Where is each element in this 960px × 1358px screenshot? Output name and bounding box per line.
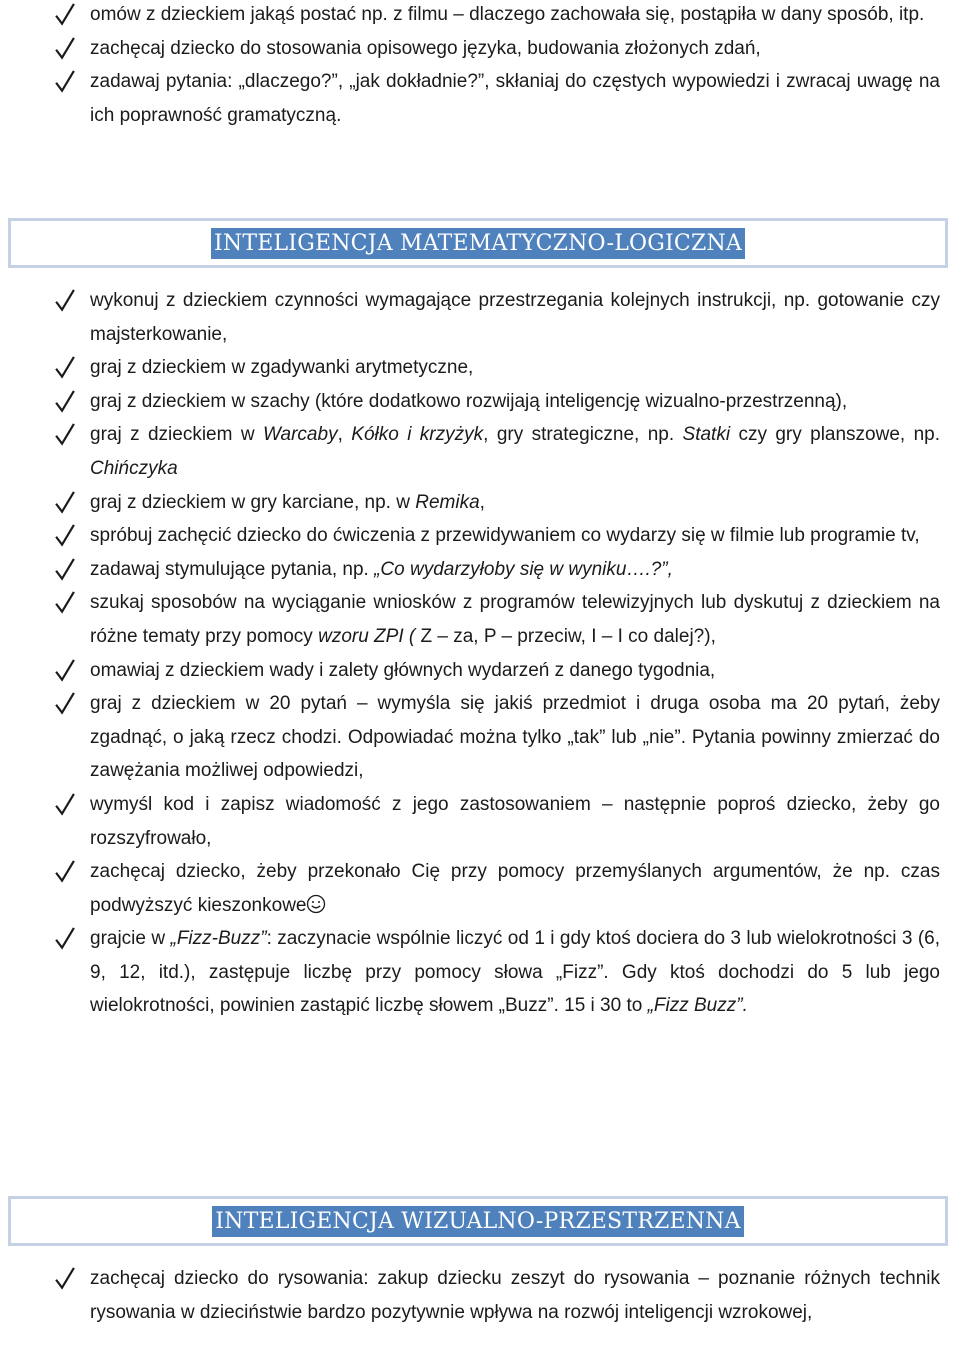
text-segment: , — [479, 491, 485, 513]
section-heading-text: INTELIGENCJA MATEMATYCZNO-LOGICZNA — [211, 228, 745, 259]
list-item — [0, 687, 960, 788]
list-item-text — [90, 492, 485, 513]
list-item — [0, 385, 960, 419]
text-segment: wykonuj z dzieckiem czynności wymagające przestrzegania kolejnych instrukcji, np. gotowanie czy majsterkowanie, — [90, 290, 940, 345]
italic-text: Chińczyka — [90, 457, 178, 479]
text-segment: wymyśl kod i zapisz wiadomość z jego zastosowaniem – następnie poproś dziecko, żeby go rozszyfrowało, — [90, 793, 940, 849]
section-heading-visual — [8, 1196, 948, 1246]
text-segment: spróbuj zachęcić dziecko do ćwiczenia z przewidywaniem co wydarzy się w filmie lub programie tv, — [90, 525, 920, 547]
list-item-text — [90, 693, 940, 781]
list-item — [0, 351, 960, 385]
list-item-text: zadawaj pytania: „dlaczego?”, „jak dokładnie?”, skłaniaj do częstych wypowiedzi i zwracaj uwagę na ich poprawność gramatyczną. — [90, 71, 940, 126]
check-mark-icon — [54, 0, 76, 32]
check-mark-icon — [54, 1262, 76, 1296]
section-heading-math — [8, 218, 948, 268]
text-segment: : zaczynacie wspólnie liczyć od 1 i gdy ktoś dociera do 3 lub wielokrotności 3 (6, 9, 12, itd.), zastępuje liczbę przy pomocy słowa „Fizz”. Gdy ktoś dochodzi do 5 lub jego wielokrotności, powinien zastąpić liczbę słowem „Buzz”. 15 i 30 to — [90, 928, 941, 1017]
text-segment: graj z dzieckiem w szachy (które dodatkowo rozwijają inteligencję wizualno-przestrzenną), — [90, 390, 848, 412]
list-item — [0, 586, 960, 653]
text-segment: omawiaj z dzieckiem wady i zalety głównych wydarzeń z danego tygodnia, — [90, 659, 716, 681]
text-segment: zadawaj stymulujące pytania, np. — [90, 558, 375, 580]
list-item — [0, 1262, 960, 1329]
list-item-text — [90, 592, 940, 647]
text-segment: grajcie w — [90, 928, 171, 950]
list-item — [0, 65, 960, 132]
list-item — [0, 284, 960, 351]
text-segment: graj z dzieckiem w 20 pytań – wymyśla się jakiś przedmiot i druga osoba ma 20 pytań, żeby zgadnąć, o jaką rzecz chodzi. Odpowiadać można tylko „tak” lub „nie”. Pytania powinny zmierzać do zawężania możliwej odpowiedzi, — [90, 693, 940, 782]
list-item-text — [90, 290, 940, 345]
italic-text: Remika — [415, 491, 480, 513]
check-mark-icon — [54, 553, 76, 587]
check-mark-icon — [54, 654, 76, 688]
check-mark-icon — [54, 519, 76, 553]
visual-activities-list — [0, 1262, 960, 1329]
list-item-text — [90, 660, 715, 681]
check-mark-icon — [54, 922, 76, 956]
check-mark-icon — [54, 284, 76, 318]
math-activities-list — [0, 284, 960, 1023]
list-item — [0, 418, 960, 485]
list-item-text: omów z dzieckiem jakąś postać np. z filmu – dlaczego zachowała się, postąpiła w dany sposób, itp. — [90, 4, 925, 25]
list-item-text — [90, 928, 940, 1016]
italic-text: „Co wydarzyłoby się w wyniku….?”, — [374, 558, 673, 580]
list-item — [0, 855, 960, 922]
text-segment: zachęcaj dziecko, żeby przekonało Cię przy pomocy przemyślanych argumentów, że np. czas podwyższyć kieszonkowe — [90, 861, 940, 916]
text-segment: szukaj sposobów na wyciąganie wniosków z programów telewizyjnych lub dyskutuj z dzieckiem na różne tematy przy pomocy — [90, 592, 940, 647]
list-item-text — [90, 861, 940, 916]
italic-text: Kółko i krzyżyk — [351, 424, 484, 446]
list-item — [0, 0, 960, 32]
smiley-icon — [306, 894, 326, 914]
text-segment: Z – za, P – przeciw, I – I co dalej?), — [420, 625, 716, 647]
check-mark-icon — [54, 351, 76, 385]
list-item-text — [90, 794, 940, 849]
check-mark-icon — [54, 418, 76, 452]
text-segment: graj z dzieckiem w gry karciane, np. w — [90, 491, 416, 513]
check-mark-icon — [54, 687, 76, 721]
check-mark-icon — [54, 32, 76, 66]
check-mark-icon — [54, 788, 76, 822]
list-item-text — [90, 525, 920, 546]
list-item-text — [90, 424, 940, 479]
list-item — [0, 654, 960, 688]
text-segment: graj z dzieckiem w — [90, 424, 263, 446]
text-segment: czy gry planszowe, np. — [730, 424, 941, 446]
list-item — [0, 553, 960, 587]
intro-list — [0, 0, 960, 132]
list-item — [0, 486, 960, 520]
check-mark-icon — [54, 486, 76, 520]
list-item-text — [90, 559, 673, 580]
check-mark-icon — [54, 855, 76, 889]
italic-text: Statki — [682, 424, 731, 446]
section-heading-text: INTELIGENCJA WIZUALNO-PRZESTRZENNA — [212, 1206, 743, 1237]
list-item-text: zachęcaj dziecko do stosowania opisowego języka, budowania złożonych zdań, — [90, 37, 761, 59]
list-item-text — [90, 391, 847, 412]
list-item — [0, 788, 960, 855]
list-item-text: zachęcaj dziecko do rysowania: zakup dziecku zeszyt do rysowania – poznanie różnych technik rysowania w dzieciństwie bardzo pozytywnie wpływa na rozwój inteligencji wzrokowej, — [90, 1268, 940, 1323]
text-segment: , — [337, 424, 352, 446]
list-item — [0, 922, 960, 1023]
check-mark-icon — [54, 385, 76, 419]
list-item — [0, 32, 960, 66]
italic-text: „Fizz Buzz”. — [647, 995, 748, 1017]
italic-text: wzoru ZPI ( — [318, 625, 421, 647]
list-item-text — [90, 357, 473, 378]
text-segment: graj z dzieckiem w zgadywanki arytmetyczne, — [90, 357, 474, 379]
check-mark-icon — [54, 65, 76, 99]
italic-text: „Fizz-Buzz” — [170, 928, 267, 950]
italic-text: Warcaby — [262, 424, 338, 446]
check-mark-icon — [54, 586, 76, 620]
list-item — [0, 519, 960, 553]
text-segment: , gry strategiczne, np. — [483, 424, 683, 446]
